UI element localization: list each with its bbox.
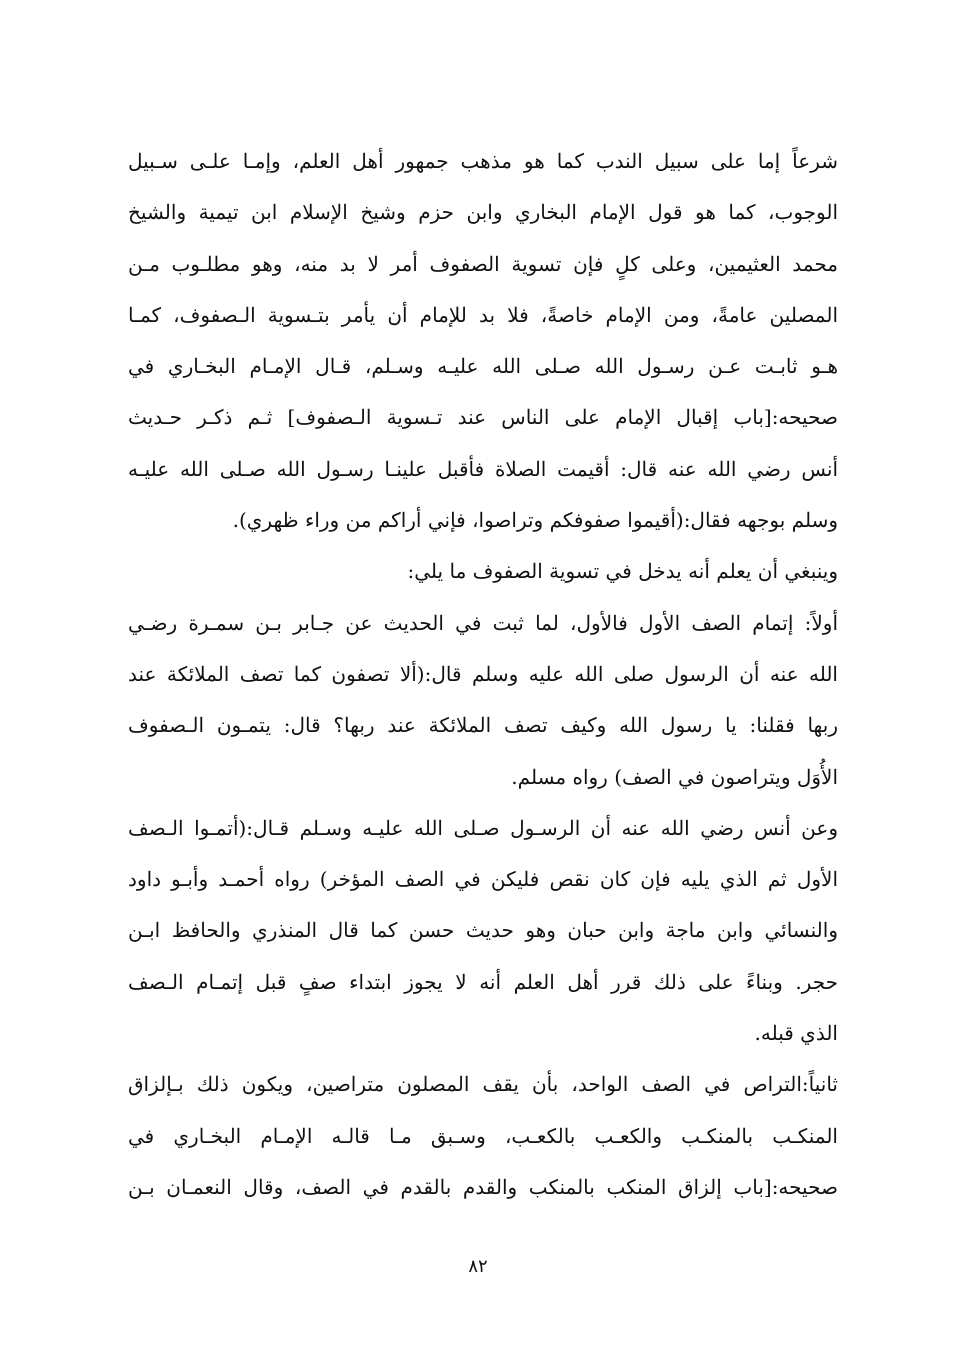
text-line: هـو ثابـت عـن رسـول الله صـلى الله عليـه وسـلم، قـال الإمـام البخـاري في — [128, 354, 838, 379]
body-text — [128, 136, 838, 1213]
text-line: حجر. وبناءً على ذلك قرر أهل العلم أنه لا يجوز ابتداء صفٍ قبل إتمـام الـصف — [128, 969, 838, 994]
text-line: صحيحه:[باب إقبال الإمام على الناس عند تـسوية الـصفوف] ثـم ذكـر حـديث — [128, 405, 838, 430]
text-line: شرعاً إما على سبيل الندب كما هو مذهب جمهور أهل العلم، وإمـا علـى سـبيل — [128, 149, 838, 173]
text-line: المصلين عامةً، ومن الإمام خاصةً، فلا بد للإمام أن يأمر بتـسوية الـصفوف، كمـا — [128, 302, 838, 327]
text-line: وعن أنس رضي الله عنه أن الرسـول صـلى الله عليـه وسـلم قـال:(أتمـوا الـصف — [128, 815, 838, 840]
text-line: أنس رضي الله عنه قال: أقيمت الصلاة فأقبل علينـا رسـول الله صـلى الله عليـه — [128, 456, 838, 481]
text-line: الذي قبله. — [754, 1021, 838, 1046]
text-line: وسلم بوجهه فقال:(أقيموا صفوفكم وتراصوا، فإني أراكم من وراء ظهري). — [232, 508, 838, 533]
text-line: الأُوَل ويتراصون في الصف) رواه مسلم. — [511, 764, 838, 789]
text-line: الله عنه أن الرسول صلى الله عليه وسلم قال:(ألا تصفون كما تصف الملائكة عند — [128, 661, 838, 686]
text-line: ثانياً:التراص في الصف الواحد، بأن يقف المصلون متراصين، ويكون ذلك بـإلزاق — [128, 1072, 838, 1097]
text-line: أولاً: إتمام الصف الأول فالأول، لما ثبت في الحديث عن جـابر بـن سمـرة رضـي — [128, 610, 838, 635]
text-line: صحيحه:[باب إلزاق المنكب بالمنكب والقدم بالقدم في الصف، وقال النعمـان بـن — [128, 1174, 838, 1199]
text-line: محمد العثيمين، وعلى كلٍ فإن تسوية الصفوف أمر لا بد منه، وهو مطلـوب مـن — [128, 251, 838, 276]
text-line: الأول ثم الذي يليه فإن كان نقص فليكن في الصف المؤخر) رواه أحمـد وأبـو داود — [128, 867, 838, 892]
text-line: الوجوب، كما هو قول الإمام البخاري وابن حزم وشيخ الإسلام ابن تيمية والشيخ — [128, 200, 838, 225]
text-line: ربها فقلنا: يا رسول الله وكيف تصف الملائكة عند ربها؟ قال: يتمـون الـصفوف — [128, 713, 838, 738]
text-line: المنكـب بالمنكـب والكعـب بالكعـب، وسـبق مـا قالـه الإمـام البخـاري في — [128, 1123, 838, 1148]
text-line: وينبغي أن يعلم أنه يدخل في تسوية الصفوف ما يلي: — [407, 559, 838, 584]
text-line: والنسائي وابن ماجة وابن حبان وهو حديث حسن كما قال المنذري والحافظ ابـن — [128, 918, 838, 943]
page-number: ٨٢ — [468, 1256, 488, 1277]
